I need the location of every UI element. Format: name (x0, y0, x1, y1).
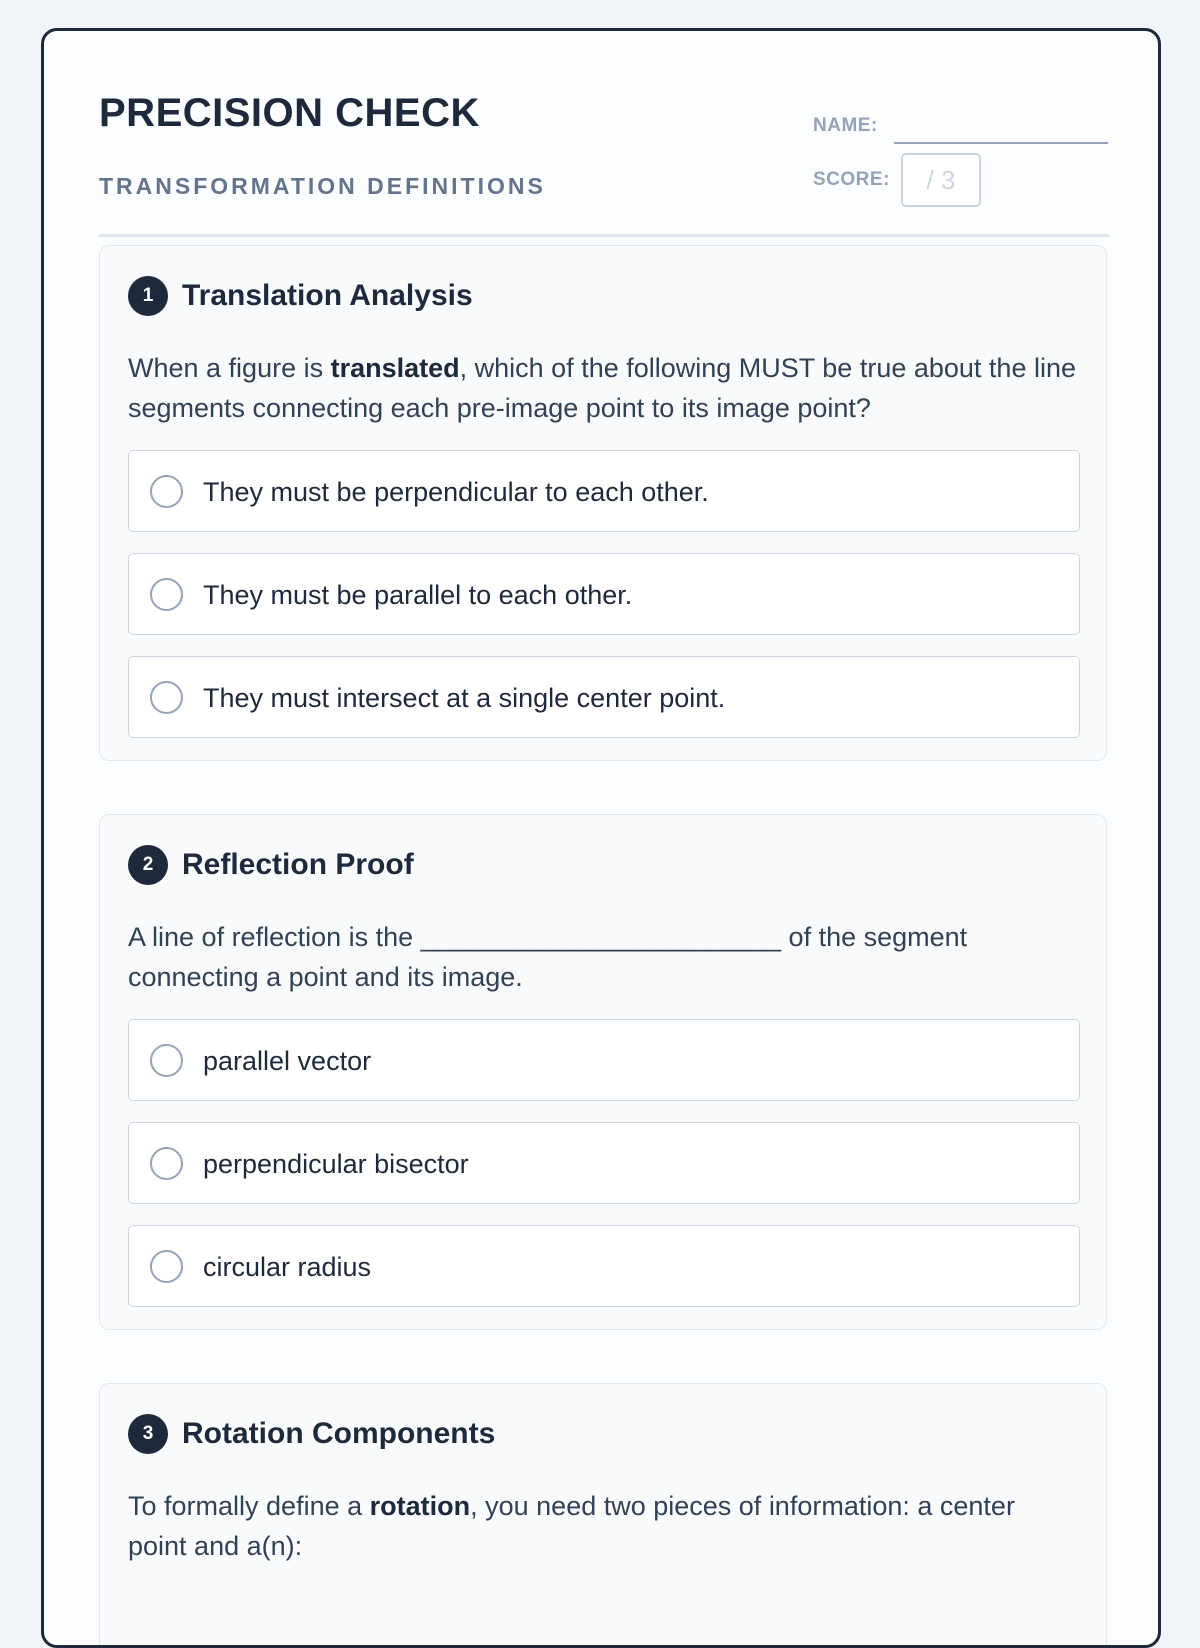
score-field[interactable]: / 3 (901, 153, 981, 207)
answer-option[interactable] (128, 1225, 1080, 1307)
answer-options (128, 450, 1080, 759)
radio-button[interactable] (150, 578, 183, 611)
question-number-badge: 3 (128, 1414, 168, 1454)
question-prompt: To formally define a rotation, you need two pieces of information: a center point and a(n): (128, 1491, 1015, 1561)
name-label: NAME: (813, 115, 878, 136)
radio-button[interactable] (150, 681, 183, 714)
answer-option[interactable] (128, 450, 1080, 532)
question-heading (128, 845, 414, 885)
question-title: Reflection Proof (182, 848, 414, 881)
answer-option[interactable] (128, 1019, 1080, 1101)
radio-button[interactable] (150, 1147, 183, 1180)
question-heading (128, 276, 473, 316)
answer-options (128, 1019, 1080, 1328)
worksheet-card (41, 28, 1161, 1648)
worksheet-header (99, 89, 1109, 237)
answer-option-label: They must be perpendicular to each other. (203, 477, 709, 507)
answer-option[interactable] (128, 1122, 1080, 1204)
question-number-badge: 2 (128, 845, 168, 885)
score-label: SCORE: (813, 169, 890, 190)
page-subtitle: TRANSFORMATION DEFINITIONS (99, 173, 546, 199)
score-row (813, 153, 1109, 209)
question-heading (128, 1414, 495, 1454)
radio-button[interactable] (150, 1044, 183, 1077)
answer-option-label: They must intersect at a single center point. (203, 683, 726, 713)
question-number-badge: 1 (128, 276, 168, 316)
answer-option-label: circular radius (203, 1252, 372, 1282)
radio-button[interactable] (150, 1250, 183, 1283)
question-prompt: When a figure is translated, which of the following MUST be true about the line segments connecting each pre-image point to its image point? (128, 353, 1076, 423)
question-card-1 (99, 245, 1107, 761)
question-card-2 (99, 814, 1107, 1330)
answer-option-label: perpendicular bisector (203, 1149, 469, 1179)
answer-option[interactable] (128, 553, 1080, 635)
question-title: Rotation Components (182, 1417, 496, 1450)
answer-option-label: parallel vector (203, 1046, 372, 1076)
page-title: PRECISION CHECK (99, 91, 480, 135)
question-card-3 (99, 1383, 1107, 1648)
answer-option-label: They must be parallel to each other. (203, 580, 633, 610)
name-row (813, 115, 1109, 145)
answer-option[interactable] (128, 656, 1080, 738)
radio-button[interactable] (150, 475, 183, 508)
question-title: Translation Analysis (182, 279, 473, 312)
question-prompt: A line of reflection is the ________________________ of the segment connecting a point and its image. (128, 922, 968, 992)
name-field[interactable] (894, 142, 1108, 144)
